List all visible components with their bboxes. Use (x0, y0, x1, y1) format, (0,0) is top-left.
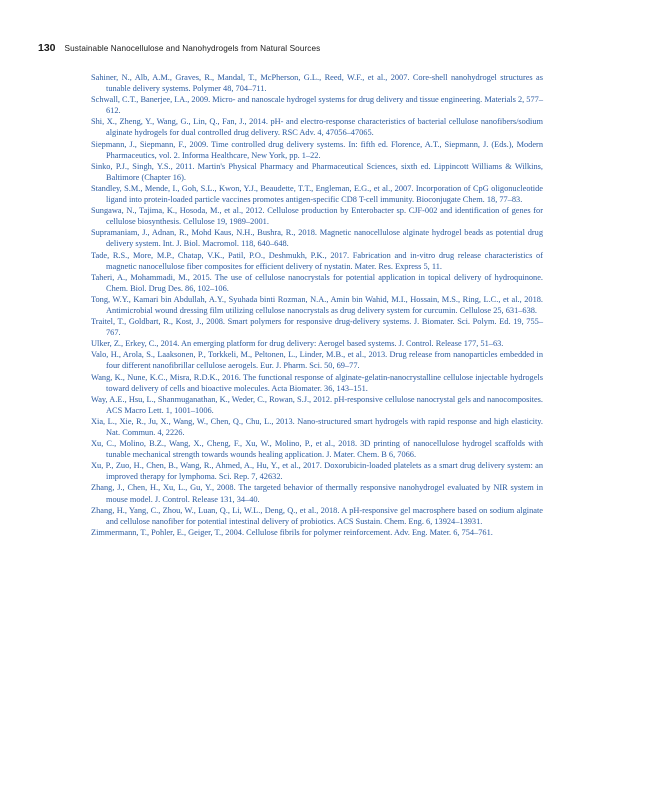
reference-entry: Shi, X., Zheng, Y., Wang, G., Lin, Q., Fan, J., 2014. pH- and electro-response characteristics of bacterial cellulose nanofibers/sodium alginate hydrogels for dual controlled drug delivery. RSC Adv. 4, 47056–47065. (91, 117, 543, 138)
reference-entry: Zimmermann, T., Pohler, E., Geiger, T., 2004. Cellulose fibrils for polymer reinforcement. Adv. Eng. Mater. 6, 754–761. (91, 527, 493, 537)
reference-entry: Standley, S.M., Mende, I., Goh, S.L., Kwon, Y.J., Beaudette, T.T., Engleman, E.G., et al., 2007. Incorporation of CpG oligonucleotide ligand into protein-loaded particle vaccines promotes antigen-specific CD8 T-cell immunity. Bioconjugate Chem. 18, 77–83. (91, 183, 543, 205)
page-header (38, 42, 608, 54)
reference-entry: Sinko, P.J., Singh, Y.S., 2011. Martin's Physical Pharmacy and Pharmaceutical Sciences, sixth ed. Lippincott Williams & Wilkins, Baltimore (Chapter 16). (91, 161, 543, 182)
reference-list (91, 72, 543, 538)
reference-entry: Schwall, C.T., Banerjee, I.A., 2009. Micro- and nanoscale hydrogel systems for drug delivery and tissue engineering. Materials 2, 577–612. (91, 95, 543, 116)
running-title: Sustainable Nanocellulose and Nanohydrogels from Natural Sources (64, 44, 321, 53)
reference-entry: Taheri, A., Mohammadi, M., 2015. The use of cellulose nanocrystals for potential application in topical delivery of hydroquinone. Chem. Biol. Drug Des. 86, 102–106. (91, 272, 543, 293)
reference-entry: Sahiner, N., Alb, A.M., Graves, R., Mandal, T., McPherson, G.L., Reed, W.F., et al., 2007. Core-shell nanohydrogel structures as tunable delivery systems. Polymer 48, 704–711. (91, 73, 543, 94)
reference-entry: Ulker, Z., Erkey, C., 2014. An emerging platform for drug delivery: Aerogel based systems. J. Control. Release 177, 51–63. (91, 339, 504, 349)
page-number: 130 (38, 42, 56, 54)
reference-entry: Way, A.E., Hsu, L., Shanmuganathan, K., Weder, C., Rowan, S.J., 2012. pH-responsive cellulose nanocrystal gels and nanocomposites. ACS Macro Lett. 1, 1001–1006. (91, 394, 543, 415)
reference-entry: Traitel, T., Goldbart, R., Kost, J., 2008. Smart polymers for responsive drug-delivery systems. J. Biomater. Sci. Polym. Ed. 19, 755–767. (91, 317, 543, 338)
reference-entry: Xu, P., Zuo, H., Chen, B., Wang, R., Ahmed, A., Hu, Y., et al., 2017. Doxorubicin-loaded platelets as a smart drug delivery system: an improved therapy for lymphoma. Sci. Rep. 7, 42632. (91, 461, 543, 482)
reference-entry: Valo, H., Arola, S., Laaksonen, P., Torkkeli, M., Peltonen, L., Linder, M.B., et al., 2013. Drug release from nanoparticles embedded in four different nanofibrillar cellulose aerogels. Eur. J. Pharm. Sci. 50, 69–77. (91, 350, 543, 371)
reference-entry: Siepmann, J., Siepmann, F., 2009. Time controlled drug delivery systems. In: fifth ed. Florence, A.T., Siepmann, J. (Eds.), Modern Pharmaceutics, vol. 2. Informa Healthcare, New York, pp. 1–22. (91, 139, 543, 160)
reference-entry: Sungawa, N., Tajima, K., Hosoda, M., et al., 2012. Cellulose production by Enterobacter sp. CJF-002 and identification of genes for cellulose biosynthesis. Cellulose 19, 1989–2001. (91, 206, 543, 227)
reference-entry: Xu, C., Molino, B.Z., Wang, X., Cheng, F., Xu, W., Molino, P., et al., 2018. 3D printing of nanocellulose hydrogel scaffolds with tunable mechanical strength towards wounds healing application. J. Mater. Chem. B 6, 7066. (91, 439, 543, 460)
reference-entry: Xia, L., Xie, R., Ju, X., Wang, W., Chen, Q., Chu, L., 2013. Nano-structured smart hydrogels with rapid response and high elasticity. Nat. Commun. 4, 2226. (91, 416, 543, 437)
reference-entry: Zhang, H., Yang, C., Zhou, W., Luan, Q., Li, W.L., Deng, Q., et al., 2018. A pH-responsive gel macrosphere based on sodium alginate and cellulose nanofiber for potential intestinal delivery of probiotics. ACS Sustain. Chem. Eng. 6, 13924–13931. (91, 505, 543, 526)
reference-entry: Supramaniam, J., Adnan, R., Mohd Kaus, N.H., Bushra, R., 2018. Magnetic nanocellulose alginate hydrogel beads as potential drug delivery system. Int. J. Biol. Macromol. 118, 640–648. (91, 228, 543, 249)
reference-entry: Wang, K., Nune, K.C., Misra, R.D.K., 2016. The functional response of alginate-gelatin-nanocrystalline cellulose injectable hydrogels toward delivery of cells and bioactive molecules. Acta Biomater. 36, 143–151. (91, 372, 543, 393)
reference-entry: Tade, R.S., More, M.P., Chatap, V.K., Patil, P.O., Deshmukh, P.K., 2017. Fabrication and in-vitro drug release characteristics of magnetic nanocellulose fiber composites for efficient delivery of nystatin. Mater. Res. Express 5, 11. (91, 250, 543, 271)
reference-entry: Tong, W.Y., Kamari bin Abdullah, A.Y., Syuhada binti Rozman, N.A., Amin bin Wahid, M.I., Hossain, M.S., Ring, L.C., et al., 2018. Antimicrobial wound dressing film utilizing cellulose nanocrystals as drug delivery system for curcumin. Cellulose 25, 631–638. (91, 294, 543, 315)
reference-entry: Zhang, J., Chen, H., Xu, L., Gu, Y., 2008. The targeted behavior of thermally responsive nanohydrogel evaluated by NIR system in mouse model. J. Control. Release 131, 34–40. (91, 483, 543, 504)
